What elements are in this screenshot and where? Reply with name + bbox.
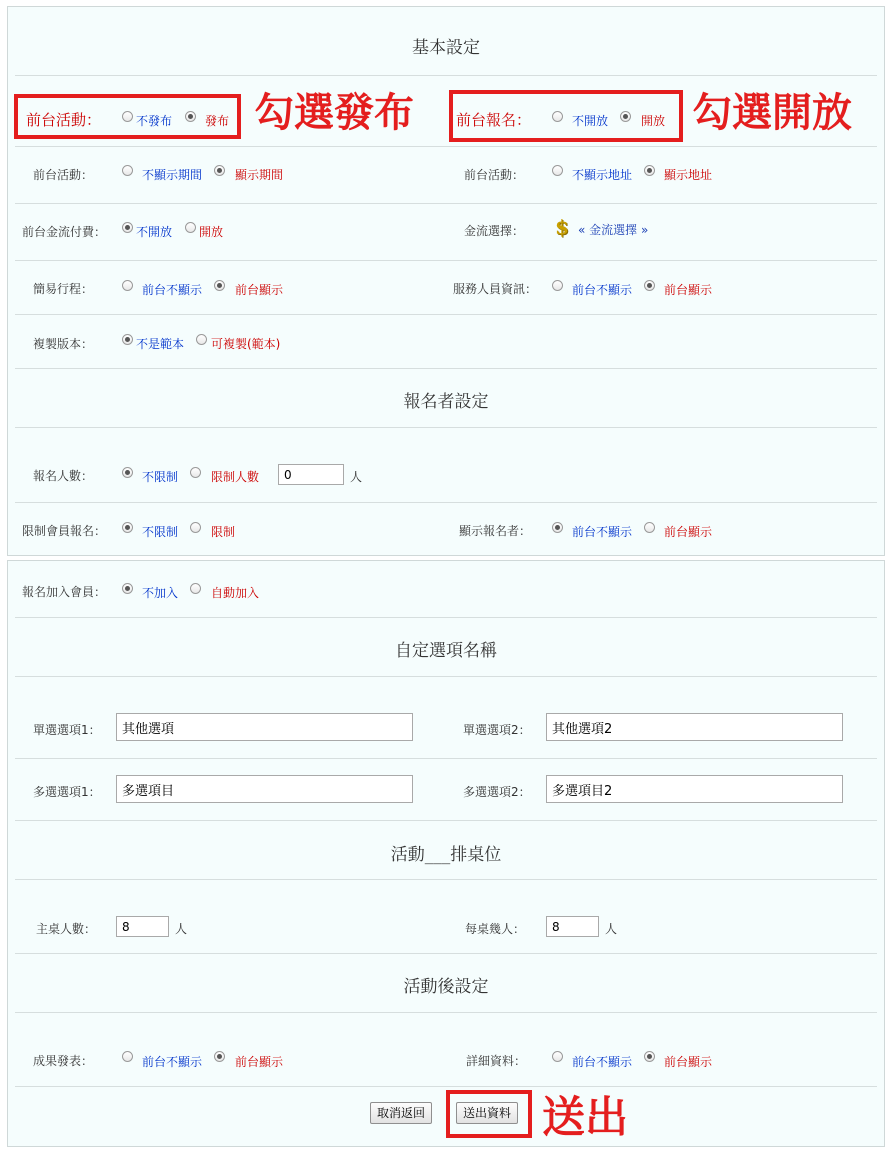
option-itinerary-hide[interactable]: 前台不顯示 [142,283,203,297]
divider [15,1086,877,1087]
highlight-box-open [449,90,683,142]
dollar-icon: $ [555,215,569,239]
label-front-payment: 前台金流付費： [22,225,107,239]
label-per-table-count: 每桌幾人： [465,922,526,936]
option-payment-open[interactable]: 開放 [199,225,224,239]
radio-payment-closed[interactable] [122,222,133,233]
option-staff-hide[interactable]: 前台不顯示 [572,283,633,297]
radio-detail-show[interactable] [644,1051,655,1062]
label-detail-info: 詳細資料： [466,1054,527,1068]
option-not-publish[interactable]: 不發布 [136,114,173,128]
label-front-activity-address: 前台活動： [464,168,525,182]
label-single-option-1: 單選選項1： [33,723,101,737]
settings-panel-bottom [7,560,885,1147]
option-member-limited[interactable]: 限制 [211,525,236,539]
option-detail-hide[interactable]: 前台不顯示 [572,1055,633,1069]
highlight-box-publish [14,94,241,139]
section-title-custom: 自定選項名稱 [395,641,497,661]
radio-registrants-show[interactable] [644,522,655,533]
divider [15,368,877,369]
divider [15,953,877,954]
radio-hide-address[interactable] [552,165,563,176]
label-front-registration: 前台報名： [456,111,532,129]
label-multi-option-1: 多選選項1： [33,785,101,799]
payment-selection-link[interactable]: « 金流選擇 » [578,223,649,237]
option-count-limited[interactable]: 限制人數 [211,470,260,484]
option-registrants-show[interactable]: 前台顯示 [664,525,713,539]
section-title-post: 活動後設定 [403,977,489,997]
unit-person: 人 [175,922,188,936]
cancel-button[interactable]: 取消返回 [370,1102,432,1124]
option-no-join[interactable]: 不加入 [142,586,179,600]
radio-staff-hide[interactable] [552,280,563,291]
unit-person: 人 [605,922,618,936]
label-main-table-count: 主桌人數： [36,922,97,936]
radio-itinerary-hide[interactable] [122,280,133,291]
option-count-unlimited[interactable]: 不限制 [142,470,179,484]
radio-count-unlimited[interactable] [122,467,133,478]
divider [15,146,877,147]
radio-results-show[interactable] [214,1051,225,1062]
option-registration-open[interactable]: 開放 [641,114,666,128]
submit-button[interactable]: 送出資料 [456,1102,518,1124]
radio-registrants-hide[interactable] [552,522,563,533]
divider [15,502,877,503]
option-itinerary-show[interactable]: 前台顯示 [235,283,284,297]
section-title-registrant: 報名者設定 [403,392,489,412]
label-payment-selection: 金流選擇： [464,224,525,238]
annotation-publish: 勾選發布 [254,90,414,136]
divider [15,820,877,821]
radio-no-join[interactable] [122,583,133,594]
divider [15,203,877,204]
option-auto-join[interactable]: 自動加入 [211,586,260,600]
radio-payment-open[interactable] [185,222,196,233]
label-member-only: 限制會員報名： [22,524,107,538]
option-member-unlimited[interactable]: 不限制 [142,525,179,539]
annotation-submit: 送出 [542,1093,628,1143]
radio-show-address[interactable] [644,165,655,176]
divider [15,260,877,261]
divider [15,758,877,759]
single-option-1-input[interactable] [116,713,413,741]
radio-not-template[interactable] [122,334,133,345]
option-detail-show[interactable]: 前台顯示 [664,1055,713,1069]
option-copyable-template[interactable]: 可複製(範本) [211,337,281,351]
divider [15,75,877,76]
label-copy-version: 複製版本： [33,337,94,351]
radio-auto-join[interactable] [190,583,201,594]
annotation-open: 勾選開放 [692,90,852,136]
radio-detail-hide[interactable] [552,1051,563,1062]
section-title-basic: 基本設定 [412,38,480,58]
unit-person: 人 [350,470,363,484]
label-auto-join-member: 報名加入會員： [22,585,107,599]
option-not-template[interactable]: 不是範本 [136,337,185,351]
divider [15,676,877,677]
highlight-box-submit [446,1090,532,1138]
option-staff-show[interactable]: 前台顯示 [664,283,713,297]
label-front-activity-publish: 前台活動： [26,111,102,129]
option-show-address[interactable]: 顯示地址 [664,168,713,182]
option-payment-closed[interactable]: 不開放 [136,225,173,239]
divider [15,879,877,880]
label-show-registrants: 顯示報名者： [459,524,532,538]
label-results-publish: 成果發表： [33,1054,94,1068]
label-registrant-count: 報名人數： [33,469,94,483]
option-publish[interactable]: 發布 [205,114,230,128]
divider [15,427,877,428]
label-simple-itinerary: 簡易行程： [33,282,94,296]
multi-option-1-input[interactable] [116,775,413,803]
label-single-option-2: 單選選項2： [463,723,531,737]
single-option-2-input[interactable] [546,713,843,741]
radio-count-limited[interactable] [190,467,201,478]
multi-option-2-input[interactable] [546,775,843,803]
label-multi-option-2: 多選選項2： [463,785,531,799]
divider [15,617,877,618]
radio-show-period[interactable] [214,165,225,176]
option-hide-period[interactable]: 不顯示期間 [142,168,203,182]
radio-member-limited[interactable] [190,522,201,533]
limit-count-input[interactable] [278,464,344,485]
option-results-show[interactable]: 前台顯示 [235,1055,284,1069]
label-staff-info: 服務人員資訊： [453,282,538,296]
per-table-count-input[interactable] [546,916,599,937]
section-title-seating: 活動___排桌位 [390,845,502,865]
label-front-activity-period: 前台活動： [33,168,94,182]
option-registration-closed[interactable]: 不開放 [572,114,609,128]
option-hide-address[interactable]: 不顯示地址 [572,168,633,182]
radio-results-hide[interactable] [122,1051,133,1062]
option-registrants-hide[interactable]: 前台不顯示 [572,525,633,539]
radio-member-unlimited[interactable] [122,522,133,533]
radio-itinerary-show[interactable] [214,280,225,291]
option-results-hide[interactable]: 前台不顯示 [142,1055,203,1069]
radio-copyable-template[interactable] [196,334,207,345]
divider [15,1012,877,1013]
radio-hide-period[interactable] [122,165,133,176]
radio-staff-show[interactable] [644,280,655,291]
main-table-count-input[interactable] [116,916,169,937]
divider [15,314,877,315]
option-show-period[interactable]: 顯示期間 [235,168,284,182]
